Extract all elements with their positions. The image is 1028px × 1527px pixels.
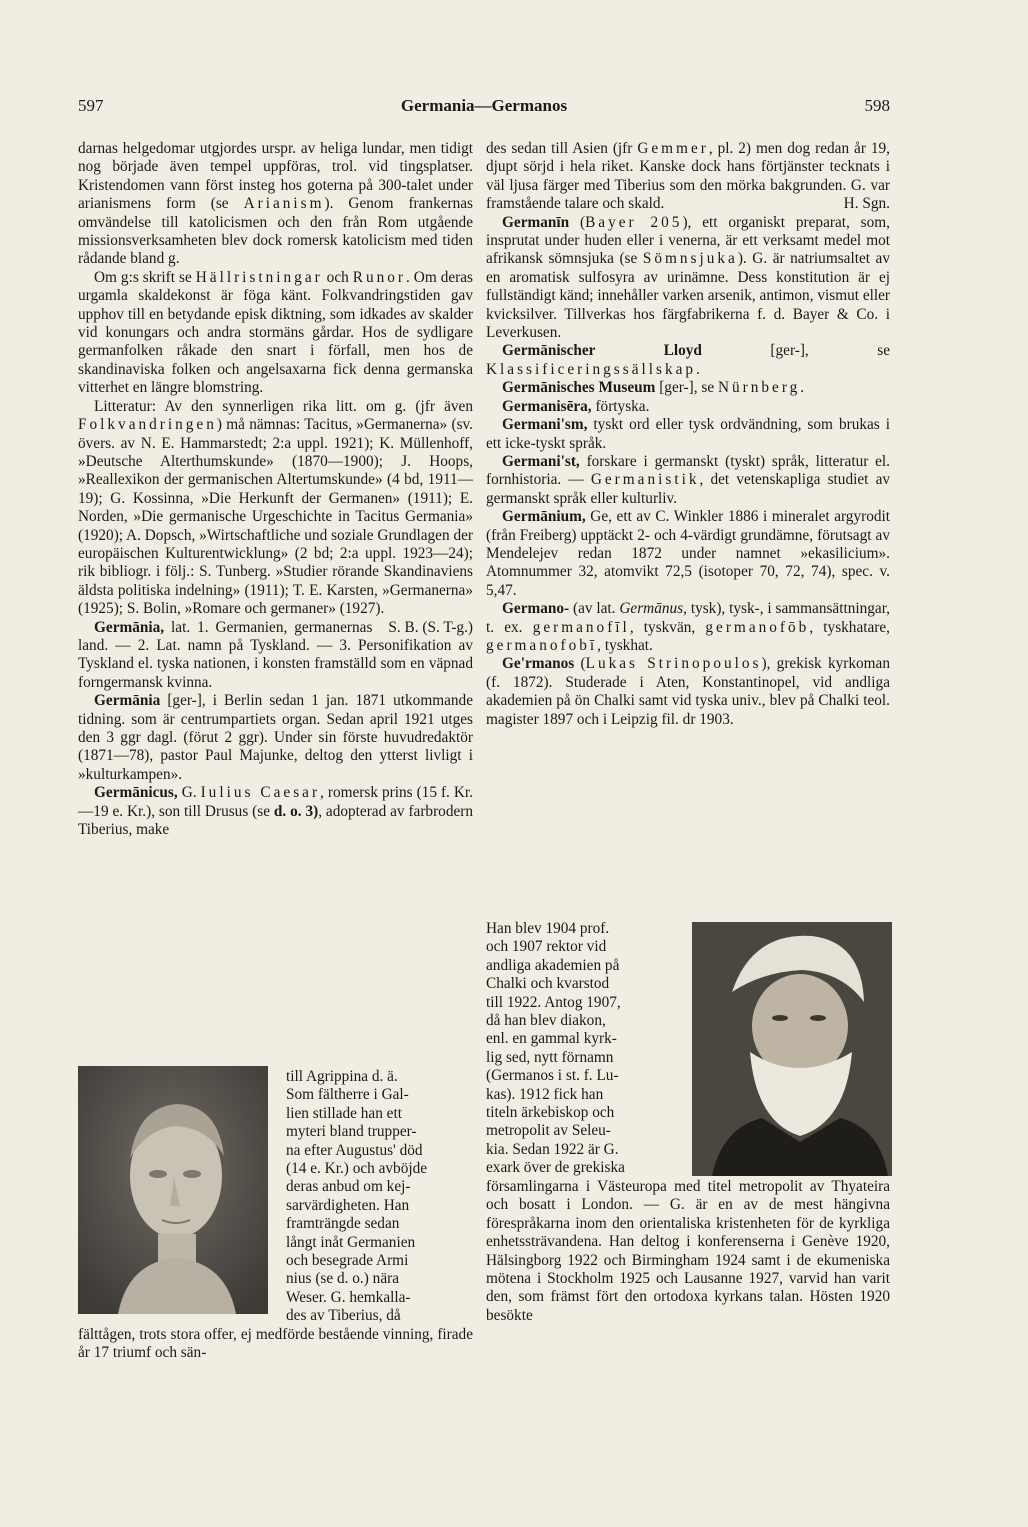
page-number-left: 597: [78, 96, 104, 115]
entry-head: Germānisches Museum: [502, 379, 656, 397]
text: .: [800, 379, 805, 397]
text: Ge, ett av C. Winkler 1886 i mineralet argyrodit (från Freiberg) upptäckt 2- och 4-värdigt grundämne, förutsagt av Mendelejev redan 1872 under namnet »ekasilicium». Atomnummer 32, atomvikt 72,5 (isotoper 70, 72, 74), spec. v. 5,47.: [486, 508, 890, 599]
text-line: titeln ärkebiskop och: [486, 1104, 615, 1122]
entry-head: Germanīn: [502, 213, 570, 231]
text-line: (Germanos i st. f. Lu-: [486, 1067, 619, 1085]
text: , romersk prins (15 f. Kr.—19 e. Kr.), son till Drusus (se: [78, 784, 473, 820]
page-number-right: 598: [864, 96, 890, 115]
germanos-float-text: [486, 920, 682, 1178]
entry-head: Germānischer Lloyd: [502, 342, 702, 360]
text: ), grekisk kyrkoman (f. 1872). Studerade i Aten, Konstantinopel, vid andliga akademien på ön Chalki samt vid tyska univ., blev på Chalki teol. magister 1897 och i Leipzig fil. dr 1903.: [486, 655, 890, 728]
text-line: kia. Sedan 1922 är G.: [486, 1140, 619, 1158]
text: [ger-], se: [655, 379, 718, 397]
entry-head: Germano-: [502, 600, 570, 618]
cross-reference[interactable]: Germanistik: [590, 471, 700, 489]
entry-germano: [486, 600, 890, 655]
cross-reference[interactable]: Gemmer: [637, 140, 709, 157]
text-line: enl. en gammal kyrk-: [486, 1030, 617, 1048]
text: tyskt ord eller tysk ordvändning, som brukas i ett icke-tyskt språk.: [486, 416, 890, 452]
cross-reference[interactable]: Klassificeringssällskap: [486, 360, 697, 378]
cross-reference[interactable]: germanofobī: [486, 636, 598, 654]
text-line: framträngde sedan: [286, 1215, 400, 1233]
text-line: deras anbud om kej-: [286, 1178, 411, 1196]
text: Om g:s skrift se: [94, 268, 196, 286]
entry-head: Germani'sm,: [502, 416, 588, 434]
text: (av lat.: [569, 600, 620, 618]
text: (: [574, 655, 586, 673]
entry-germanicus: [78, 784, 473, 839]
germanos-portrait-photo: [692, 922, 892, 1176]
text: , tyskhat.: [597, 636, 653, 654]
text-line: långt inåt Germanien: [286, 1233, 416, 1251]
paragraph: [78, 140, 473, 269]
entry-head: Germanisēra,: [502, 397, 592, 415]
left-column-end: [78, 1326, 473, 1363]
text: , adopterad av farbrodern Tiberius, make: [78, 802, 473, 839]
text: församlingarna i Västeuropa med titel metropolit av Thyateira och bosatt i London. — G. är en av de mest hängivna förespråkarna inom den orientaliska kristenheten för de kyrkliga enhetssträvandena. Han deltog i konferenserna i Genève 1920, Hälsingborg 1922 och Birmingham 1924 samt i de ekumeniska mötena i Stockholm 1925 och Lausanne 1927, varvid han varit den, som främst fört den ortodoxa kyrkans talan. Hösten 1920 besökte: [486, 1178, 890, 1324]
entry-head: Ge'rmanos: [502, 655, 575, 673]
text-line: och 1907 rektor vid: [486, 938, 607, 956]
entry-germanism: [486, 416, 890, 453]
text-line: till Agrippina d. ä.: [286, 1068, 398, 1085]
text-line: lig sed, nytt förnamn: [486, 1048, 614, 1066]
text-line: metropolit av Seleu-: [486, 1122, 611, 1140]
text: .: [696, 360, 700, 378]
text: [ger-], se: [701, 342, 890, 360]
text-line: Han blev 1904 prof.: [486, 920, 610, 937]
text-line: andliga akademien på: [486, 956, 620, 974]
entry-germanist: [486, 453, 890, 508]
entry-text: lat. 1. Germanien, germanernas land. — 2. Lat. namn på Tyskland. — 3. Personifikation av Tyskland el. tyska nationen, i konsten framställd som en väpnad forngermansk kvinna.: [78, 618, 473, 691]
left-column: [78, 140, 473, 1080]
text: Litteratur: Av den synnerligen rika litt. om g. (jfr även: [94, 397, 473, 415]
text-line: Som fältherre i Gal-: [286, 1086, 409, 1104]
text-line: till 1922. Antog 1907,: [486, 993, 621, 1011]
text-line: exark över de grekiska: [486, 1159, 625, 1177]
text: . Om deras urgamla skaldekonst är föga känt. Folkvandringstiden gav upphov till en betydande episk diktning, som idkades av skalder vid konungars och andra stormäns gårdar. Hos de sydligare germanfolken råkade den snart i förfall, men hos de skandinaviska folken och angelsaxarna fick denna germanska vitterhet en längre blomstring.: [78, 268, 473, 397]
entry-germanisches-museum: [486, 379, 890, 397]
text: forskare i germanskt (tyskt) språk, litteratur el. fornhistoria. —: [486, 452, 890, 489]
text: des sedan till Asien (jfr: [486, 140, 638, 157]
cross-reference[interactable]: Sömnsjuka: [642, 250, 738, 268]
text: , pl. 2) men dog redan år 19, djupt sörjd i hela riket. Kanske dock hans förtjänster tecknats i väl ljusa färger med Tiberius som den mörka bakgrunden. G. var framstående talare och skald.: [486, 140, 890, 213]
cross-reference[interactable]: Runor: [352, 268, 406, 286]
text-line: nius (se d. o.) nära: [286, 1270, 399, 1288]
cross-reference[interactable]: Iulius Caesar: [200, 784, 321, 802]
entry-head: Germānia,: [94, 618, 165, 636]
text: förtyska.: [591, 397, 650, 415]
cross-reference[interactable]: germanofīl: [532, 618, 630, 636]
germanicus-float-text: [286, 1068, 473, 1326]
cross-reference[interactable]: Arianism: [243, 195, 325, 213]
text: (: [569, 213, 586, 231]
paragraph: [78, 269, 473, 398]
entry-head: Germani'st,: [502, 452, 580, 470]
text-line: (14 e. Kr.) och avböjde: [286, 1160, 428, 1178]
entry-text: [ger-], i Berlin sedan 1 jan. 1871 utkommande tidning. som är centrumpartiets organ. Sedan april 1921 utges den 3 ggr dagl. (förut 2 ggr). Under sin förste huvudredaktör (1871—78), pastor Paul Majunke, deltog den ytterst livligt i »kulturkampen».: [78, 692, 473, 783]
entry-head: Germānicus,: [94, 784, 178, 802]
text-line: myteri bland trupper-: [286, 1123, 417, 1141]
signature: S. B. (S. T-g.): [388, 618, 473, 636]
text: , tyskhatare,: [809, 618, 890, 636]
entry-germanos: [486, 655, 890, 729]
text: och: [322, 268, 353, 286]
text: , tyskvän,: [629, 618, 706, 636]
right-column-end: [486, 1178, 890, 1325]
text-line: des av Tiberius, då: [286, 1307, 401, 1325]
cross-reference[interactable]: Hällristningar: [195, 268, 323, 286]
text: ) må nämnas: Tacitus, »Germanerna» (sv. övers. av N. E. Hammarstedt; 2:a uppl. 1921); K. Müllenhoff, »Deutsche Alterthumskunde» (1870—1900); J. Hoops, »Reallexikon der germanischen Altertumskunde» (4 bd, 1911—19); G. Kossinna, »Die Herkunft der Germanen» (1911); E. Norden, »Die germanische Urgeschichte in Tacitus Germania» (1920); A. Dopsch, »Wirtschaftliche und soziale Grundlagen der europäischen Kulturentwicklung» (2 bd; 2:a uppl. 1923—24); rik bibliogr. i följ.: S. Tunberg. »Studier rörande Skandinaviens äldsta politiska indelning» (1911); T. E. Karsten, »Germanerna» (1925); S. Bolin, »Romare och germaner» (1927).: [78, 416, 473, 618]
text-line: Weser. G. hemkalla-: [286, 1288, 411, 1306]
entry-head: Germānia: [94, 692, 161, 710]
signature: H. Sgn.: [843, 195, 890, 213]
entry-head: Germānium,: [502, 508, 586, 526]
cross-reference[interactable]: Lukas Strinopoulos: [585, 655, 762, 673]
germanicus-bust-photo: [78, 1066, 268, 1314]
text: ), ett organiskt preparat, som, insprutat under huden eller i venerna, är ett verksamt medel mot afrikansk sömnsjuka (se: [486, 213, 891, 268]
cross-reference[interactable]: germanofōb: [705, 618, 810, 636]
text: , tysk), tysk-, i sammansättningar, t. ex.: [486, 600, 891, 636]
cross-reference[interactable]: Folkvandringen: [78, 416, 217, 434]
paragraph: [486, 140, 890, 214]
text: darnas helgedomar utgjordes urspr. av heliga lundar, men tidigt nog började även tempel uppföras, trol. vid tingsplatser. Kristendomen vann först insteg hos goterna på 300-talet under arianismens form (se: [78, 140, 473, 213]
text-line: och besegrade Armi: [286, 1252, 409, 1270]
cross-reference[interactable]: Nürnberg: [717, 379, 801, 397]
text: Germānus: [619, 600, 684, 618]
entry-germania-newspaper: [78, 692, 473, 784]
text-line: lien stillade han ett: [286, 1104, 402, 1122]
entry-germanisera: [486, 398, 890, 416]
text: , det vetenskapliga studiet av germanskt språk eller kulturliv.: [486, 471, 891, 507]
text-line: na efter Augustus' död: [286, 1141, 423, 1159]
entry-germanin: [486, 214, 890, 343]
text-line: kas). 1912 fick han: [486, 1085, 604, 1103]
text: ). Genom frankernas omvändelse till katolicismen och den från Rom utgående missionsverksamheten blev dock romersk katolicism med tiden rådande bland g.: [78, 195, 473, 268]
entry-germanischer-lloyd: [486, 342, 890, 379]
entry-germanium: [486, 508, 890, 600]
cross-reference[interactable]: Bayer 205: [585, 213, 683, 231]
text-line: sarvärdigheten. Han: [286, 1196, 410, 1214]
text-line: Chalki och kvarstod: [486, 975, 610, 993]
right-column: [486, 140, 890, 918]
text-line: då han blev diakon,: [486, 1012, 606, 1030]
text: ). G. är natriumsaltet av en aromatisk sulfosyra av urinämne. Dess konstitution är ej fullständigt känd; innehåller varken arsenik, antimon, vismut eller kvicksilver. Tillverkas hos färgfabrikerna f. d. Bayer & Co. i Leverkusen.: [486, 250, 890, 342]
text: d. o. 3): [273, 802, 319, 820]
text: fälttågen, trots stora offer, ej medförde bestående vinning, firade år 17 triumf och sän-: [78, 1326, 473, 1362]
running-head: Germania—Germanos: [400, 96, 568, 115]
text: G.: [177, 784, 201, 802]
page-header: [78, 96, 890, 120]
